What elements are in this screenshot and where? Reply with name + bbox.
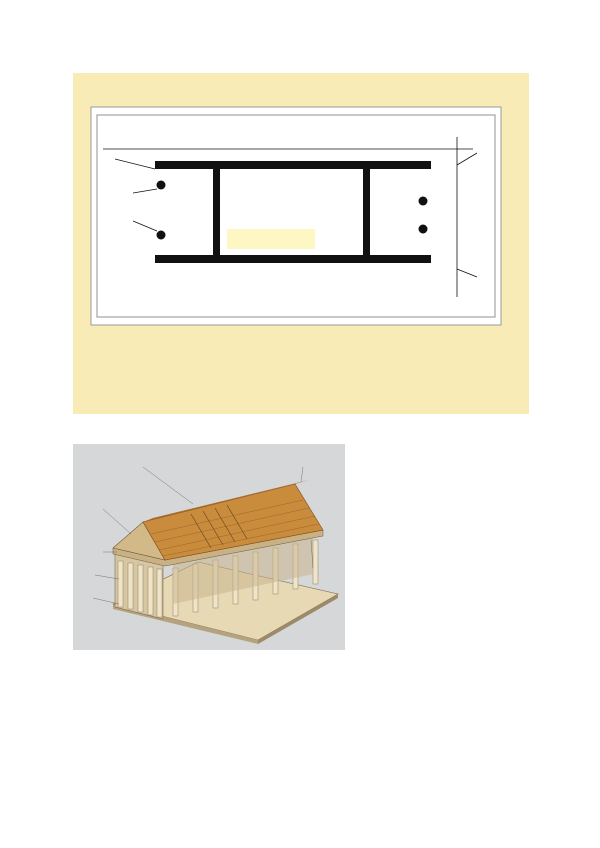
pronaos-wall — [363, 161, 370, 263]
cella-wall-bottom — [155, 255, 431, 263]
opisthodomos-wall — [213, 161, 220, 263]
cella-highlight — [227, 229, 315, 249]
temple-plan-figure — [73, 73, 529, 414]
temple-isometric-figure — [73, 444, 345, 650]
anta-column — [419, 197, 428, 206]
cella-wall-top — [155, 161, 431, 169]
stylobate-outline — [97, 115, 495, 317]
anta-column — [157, 231, 166, 240]
temple-plan-diagram — [73, 73, 529, 414]
temple-isometric-illustration — [73, 444, 345, 650]
anta-column — [157, 181, 166, 190]
anta-column — [419, 225, 428, 234]
